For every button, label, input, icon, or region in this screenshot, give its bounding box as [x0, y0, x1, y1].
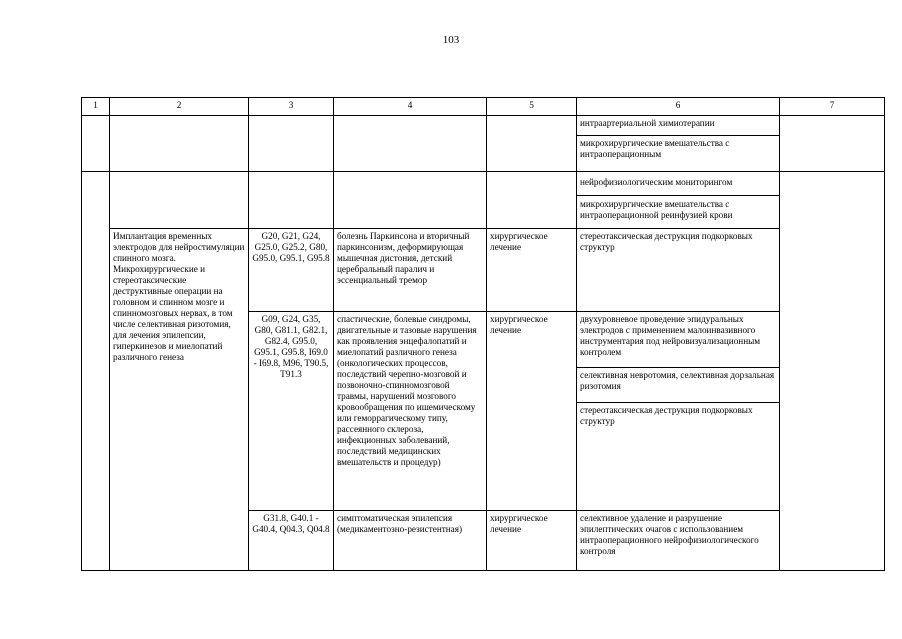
diagnosis-codes: G20, G21, G24, G25.0, G25.2, G80, G95.0, G95.1, G95.8 [249, 229, 334, 312]
patient-model: болезнь Паркинсона и вторичный паркинсонизм, деформирующая мышечная дистония, детский церебральный паралич и эссенциальный тремор [334, 229, 487, 312]
method-cell: микрохирургические вмешательства с интраоперационной реинфузией крови [577, 196, 780, 229]
method-cell: стереотаксическая деструкция подкорковых структур [577, 229, 780, 312]
table-row [82, 229, 885, 312]
col-header-5: 5 [487, 98, 577, 116]
treatment-type: хирургическое лечение [487, 511, 577, 571]
diagnosis-codes: G09, G24, G35, G80, G81.1, G82.1, G82.4, G95.0, G95.1, G95.8, I69.0 - I69.8, M96, T90.5, T91.3 [249, 312, 334, 511]
method-cell: селективное удаление и разрушение эпилептических очагов с использованием интраоперационного нейрофизиологического контроля [577, 511, 780, 571]
col-header-2: 2 [110, 98, 249, 116]
patient-model: спастические, болевые синдромы, двигательные и тазовые нарушения как проявления энцефалопатий и миелопатий различного генеза (онкологических процессов, последствий черепно-мозговой и позвоночно-спинномозговой травмы, нарушений мозгового кровообращения по ишемическому или геморрагическому типу, рассеянного склероза, инфекционных заболеваний, последствий медицинских вмешательств и процедур) [334, 312, 487, 511]
page-number: 103 [442, 34, 460, 46]
table-row [82, 172, 885, 196]
treatment-type: хирургическое лечение [487, 229, 577, 312]
col-header-1: 1 [82, 98, 110, 116]
diagnosis-codes: G31.8, G40.1 - G40.4, Q04.3, Q04.8 [249, 511, 334, 571]
header-row [82, 98, 885, 116]
col-header-4: 4 [334, 98, 487, 116]
procedure-name: Имплантация временных электродов для нейростимуляции спинного мозга. Микрохирургические и стереотаксические деструктивные операции на головном и спинном мозге и спинномозговых нервах, в том числе селективная ризотомия, для лечения эпилепсии, гиперкинезов и миелопатий различного генеза [110, 229, 249, 571]
method-cell: двухуровневое проведение эпидуральных электродов с применением малоинвазивного инструментария под нейровизуализационным контролем [577, 312, 780, 368]
col-header-6: 6 [577, 98, 780, 116]
method-cell: селективная невротомия, селективная дорзальная ризотомия [577, 368, 780, 403]
method-cell: стереотаксическая деструкция подкорковых структур [577, 403, 780, 511]
table-row [82, 116, 885, 136]
method-cell: микрохирургические вмешательства с интраоперационным [577, 136, 780, 172]
procedures-table [81, 97, 885, 571]
patient-model: симптоматическая эпилепсия (медикаментозно-резистентная) [334, 511, 487, 571]
method-cell: интраартериальной химиотерапии [577, 116, 780, 136]
col-header-7: 7 [780, 98, 885, 116]
method-cell: нейрофизиологическим мониторингом [577, 172, 780, 196]
col-header-3: 3 [249, 98, 334, 116]
treatment-type: хирургическое лечение [487, 312, 577, 511]
